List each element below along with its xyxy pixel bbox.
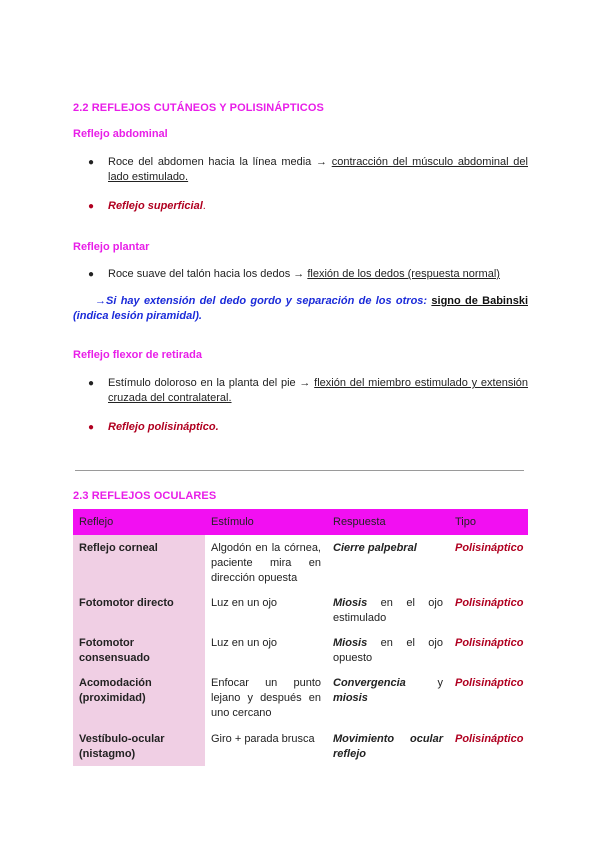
- cell-tipo: Polisináptico: [455, 637, 524, 649]
- header-tipo: Tipo: [449, 509, 528, 535]
- flexor-type: Reflejo polisináptico.: [108, 421, 219, 433]
- cell-estimulo: Luz en un ojo: [211, 597, 278, 609]
- cell-respuesta: [327, 590, 449, 630]
- cell-estimulo: Luz en un ojo: [211, 637, 278, 649]
- cell-reflejo: Acomodación (proximidad): [73, 670, 205, 726]
- respuesta-rest: en el ojo estimulado: [333, 597, 443, 624]
- cell-estimulo: Giro + parada brusca: [211, 733, 315, 745]
- cell-respuesta: [327, 630, 449, 670]
- babinski-note: [73, 294, 528, 324]
- section-title-oculares: 2.3 REFLEJOS OCULARES: [73, 490, 217, 502]
- cell-tipo: Polisináptico: [455, 677, 524, 689]
- babinski-note-prefix: →Si hay extensión del dedo gordo y separación de los otros:: [95, 295, 432, 307]
- cell-reflejo: Fotomotor directo: [73, 590, 205, 630]
- cell-respuesta: [327, 726, 449, 766]
- bullet-dot-icon: ●: [88, 201, 95, 212]
- bullet-abdominal-2: [88, 199, 528, 214]
- table-header-row: [73, 509, 528, 535]
- table-row: [73, 590, 528, 630]
- cell-estimulo: Enfocar un punto lejano y después en uno cercano: [211, 677, 321, 719]
- abdominal-type-end: .: [202, 200, 206, 212]
- respuesta-bold: Miosis: [333, 597, 368, 609]
- abdominal-text: Roce del abdomen hacia la línea media →: [108, 156, 332, 168]
- babinski-sign: signo de Babinski: [431, 295, 528, 307]
- cell-tipo: Polisináptico: [455, 542, 524, 554]
- cell-tipo: Polisináptico: [455, 597, 524, 609]
- header-reflejo: Reflejo: [73, 509, 205, 535]
- subtitle-flexor: Reflejo flexor de retirada: [73, 349, 202, 361]
- table-row: [73, 670, 528, 726]
- cell-respuesta: [327, 670, 449, 726]
- flexor-response: flexión del miembro estimulado y extensión cruzada del contralateral.: [108, 377, 529, 404]
- cell-reflejo: Vestíbulo-ocular (nistagmo): [73, 726, 205, 766]
- respuesta-bold: Miosis: [333, 637, 368, 649]
- bullet-dot-icon: ●: [88, 378, 95, 389]
- respuesta-rest: en el ojo opuesto: [333, 637, 443, 664]
- ocular-reflex-table: [73, 509, 528, 766]
- respuesta-bold: Cierre palpebral: [333, 542, 417, 554]
- subtitle-abdominal: Reflejo abdominal: [73, 128, 168, 140]
- table-row: [73, 726, 528, 766]
- cell-estimulo: Algodón en la córnea, paciente mira en dirección opuesta: [211, 542, 321, 584]
- bullet-abdominal-1: [88, 155, 528, 185]
- section-title-cutaneos: 2.2 REFLEJOS CUTÁNEOS Y POLISINÁPTICOS: [73, 102, 324, 114]
- bullet-dot-icon: ●: [88, 269, 95, 280]
- babinski-note-suffix: (indica lesión piramidal).: [73, 310, 202, 322]
- table-row: [73, 535, 528, 590]
- cell-reflejo: Reflejo corneal: [73, 535, 205, 590]
- respuesta-mid: y: [405, 677, 443, 689]
- cell-reflejo: Fotomotor consensuado: [73, 630, 205, 670]
- bullet-flexor-2: [88, 420, 528, 435]
- abdominal-type: Reflejo superficial: [108, 200, 203, 212]
- header-estimulo: Estímulo: [205, 509, 327, 535]
- bullet-flexor-1: [88, 376, 528, 406]
- respuesta-bold-2: miosis: [333, 692, 368, 704]
- plantar-response: flexión de los dedos (respuesta normal): [307, 268, 500, 280]
- table-row: [73, 630, 528, 670]
- cell-tipo: Polisináptico: [455, 733, 524, 745]
- plantar-text: Roce suave del talón hacia los dedos →: [108, 268, 308, 280]
- cell-respuesta: [327, 535, 449, 590]
- subtitle-plantar: Reflejo plantar: [73, 241, 150, 253]
- flexor-text: Estímulo doloroso en la planta del pie →: [108, 377, 315, 389]
- header-respuesta: Respuesta: [327, 509, 449, 535]
- section-divider: [75, 470, 524, 471]
- bullet-plantar-1: [88, 267, 528, 282]
- bullet-dot-icon: ●: [88, 157, 95, 168]
- bullet-dot-icon: ●: [88, 422, 95, 433]
- abdominal-response: contracción del músculo abdominal del lado estimulado.: [108, 156, 528, 183]
- respuesta-bold: Convergencia: [333, 677, 406, 689]
- respuesta-bold: Movimiento ocular reflejo: [333, 733, 443, 760]
